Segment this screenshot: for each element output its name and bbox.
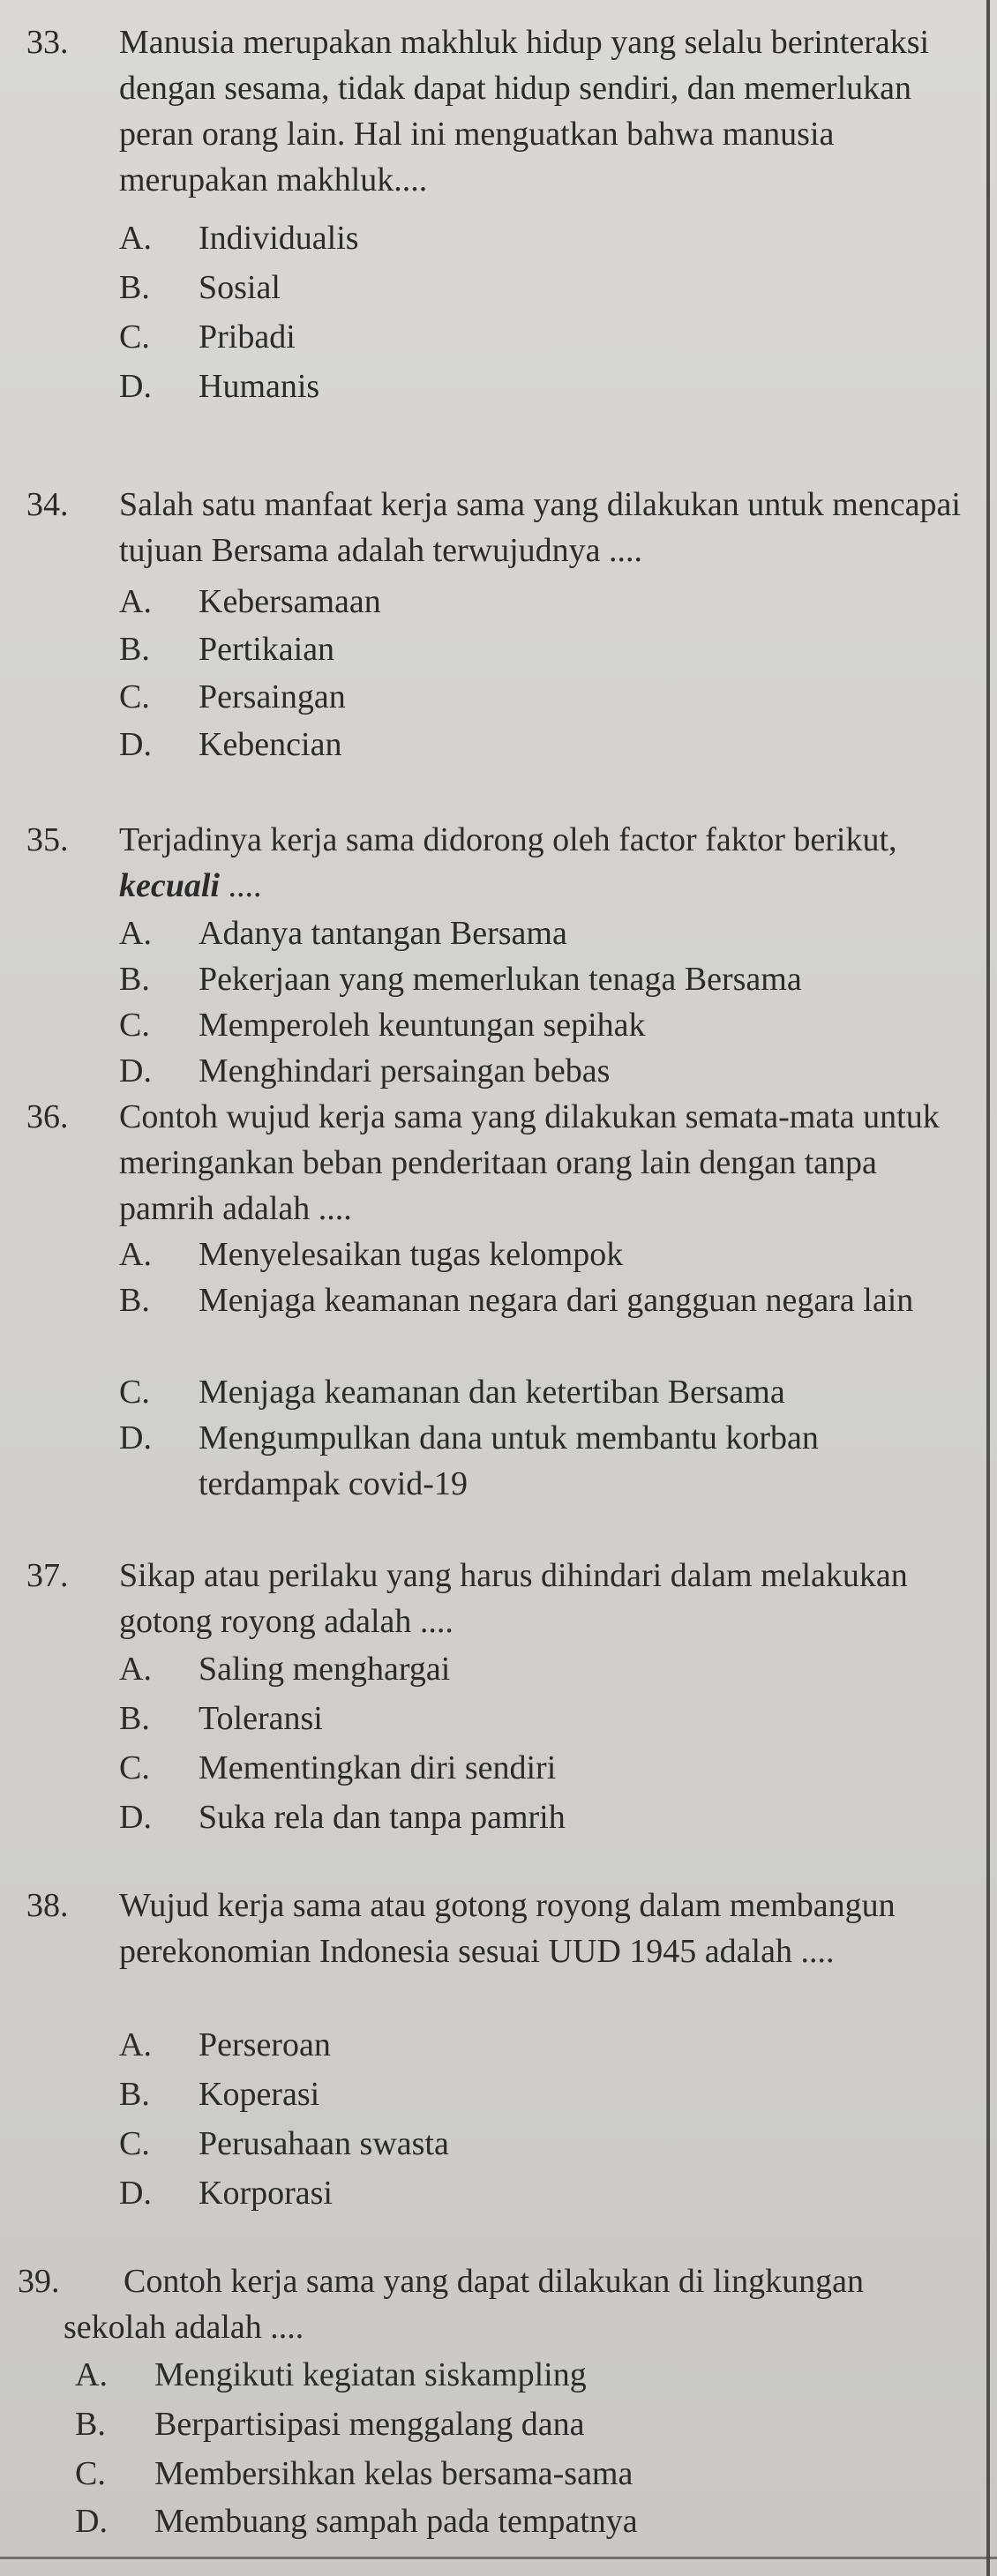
- question-number: 35.: [26, 821, 69, 858]
- option-b: [119, 2071, 979, 2117]
- option-letter: C.: [119, 1374, 150, 1411]
- question-text: Salah satu manfaat kerja sama yang dilakukan untuk mencapai tujuan Bersama adalah terwujudnya ....: [119, 486, 961, 569]
- option-c: [119, 1002, 979, 1048]
- question-number: 39.: [18, 2263, 60, 2300]
- question-text: Sikap atau perilaku yang harus dihindari dalam melakukan gotong royong adalah ....: [119, 1557, 908, 1640]
- option-text: Persaingan: [199, 678, 346, 715]
- option-letter: A.: [119, 915, 152, 952]
- question-text: Contoh wujud kerja sama yang dilakukan semata-mata untuk meringankan beban penderitaan orang lain dengan tanpa pamrih adalah ....: [119, 1098, 940, 1227]
- question-text: Contoh kerja sama yang dapat dilakukan di lingkungan sekolah adalah ....: [64, 2263, 864, 2346]
- question-33: [0, 19, 979, 408]
- option-c: [119, 314, 979, 360]
- option-a: [119, 910, 979, 956]
- question-37: [0, 1553, 979, 1844]
- option-b: [119, 1696, 979, 1741]
- option-c: [119, 674, 979, 720]
- option-text: Humanis: [199, 368, 320, 405]
- question-text: Wujud kerja sama atau gotong royong dalam membangun perekonomian Indonesia sesuai UUD 1945 adalah ....: [119, 1887, 896, 1970]
- option-c: [119, 1745, 979, 1791]
- option-b: [119, 626, 979, 672]
- option-letter: D.: [75, 2503, 108, 2540]
- option-text: Pertikaian: [199, 631, 335, 668]
- option-a: [119, 1646, 979, 1692]
- question-text-end: ....: [219, 867, 262, 904]
- option-d: [75, 2498, 935, 2544]
- option-a: [119, 579, 979, 625]
- question-36: [0, 1094, 979, 1509]
- option-d: [119, 1048, 979, 1094]
- question-39: [0, 2258, 979, 2558]
- question-number: 36.: [26, 1098, 69, 1135]
- option-text: Saling menghargai: [199, 1651, 451, 1688]
- option-b: [75, 2401, 935, 2447]
- option-letter: B.: [119, 1282, 150, 1319]
- option-letter: B.: [119, 2076, 150, 2113]
- option-letter: B.: [119, 961, 150, 998]
- right-margin-line: [986, 0, 990, 2576]
- option-text: Menjaga keamanan dan ketertiban Bersama: [199, 1374, 785, 1411]
- option-b: [119, 265, 979, 311]
- question-number: 33.: [26, 24, 69, 61]
- option-b: [119, 956, 979, 1002]
- option-d: [119, 1794, 979, 1840]
- option-text: Menyelesaikan tugas kelompok: [199, 1236, 624, 1273]
- option-letter: A.: [119, 2026, 152, 2063]
- option-letter: A.: [119, 1236, 152, 1273]
- option-letter: D.: [119, 2175, 152, 2212]
- option-letter: C.: [119, 1007, 150, 1044]
- option-a: [119, 215, 979, 261]
- option-d: [119, 1415, 979, 1507]
- option-text: Individualis: [199, 220, 359, 257]
- option-text: Pekerjaan yang memerlukan tenaga Bersama: [199, 961, 802, 998]
- question-35: [0, 817, 979, 1099]
- option-text: Kebersamaan: [199, 583, 381, 620]
- option-text: Korporasi: [199, 2175, 333, 2212]
- question-number: 37.: [26, 1557, 69, 1594]
- question-number: 38.: [26, 1887, 69, 1924]
- option-letter: A.: [119, 1651, 152, 1688]
- option-text: Mengumpulkan dana untuk membantu korban terdampak covid-19: [199, 1419, 819, 1502]
- option-letter: C.: [119, 678, 150, 715]
- option-text: Berpartisipasi menggalang dana: [154, 2406, 585, 2443]
- question-text-main: Terjadinya kerja sama didorong oleh factor faktor berikut,: [119, 821, 897, 858]
- option-text: Pribadi: [199, 318, 296, 356]
- option-text: Menjaga keamanan negara dari gangguan negara lain: [199, 1282, 914, 1319]
- option-letter: D.: [119, 1419, 152, 1456]
- option-text: Memperoleh keuntungan sepihak: [199, 1007, 646, 1044]
- option-text: Perusahaan swasta: [199, 2125, 449, 2162]
- question-text-emphasis: kecuali: [119, 867, 220, 904]
- option-text: Mementingkan diri sendiri: [199, 1749, 557, 1786]
- question-38: [0, 1883, 979, 2227]
- option-letter: B.: [119, 1700, 150, 1737]
- option-letter: B.: [75, 2406, 106, 2443]
- option-letter: C.: [75, 2455, 106, 2492]
- question-number: 34.: [26, 486, 69, 523]
- option-letter: C.: [119, 1749, 150, 1786]
- option-a: [119, 2022, 979, 2068]
- option-d: [119, 2170, 979, 2216]
- option-letter: D.: [119, 1052, 152, 1090]
- option-letter: A.: [119, 220, 152, 257]
- option-text: Sosial: [199, 269, 281, 306]
- option-text: Menghindari persaingan bebas: [199, 1052, 611, 1090]
- option-c: [75, 2451, 935, 2497]
- option-text: Suka rela dan tanpa pamrih: [199, 1799, 566, 1836]
- option-d: [119, 722, 979, 768]
- option-b: [119, 1277, 979, 1323]
- option-c: [119, 1369, 979, 1415]
- option-letter: C.: [119, 2125, 150, 2162]
- option-a: [119, 1232, 979, 1277]
- question-text: [119, 817, 979, 909]
- option-letter: D.: [119, 1799, 152, 1836]
- option-text: Koperasi: [199, 2076, 320, 2113]
- option-text: Mengikuti kegiatan siskampling: [154, 2356, 587, 2393]
- option-d: [119, 363, 979, 409]
- option-letter: C.: [119, 318, 150, 356]
- question-text: Manusia merupakan makhluk hidup yang selalu berinteraksi dengan sesama, tidak dapat hidup sendiri, dan memerlukan peran orang lain. Hal ini menguatkan bahwa manusia merupakan makhluk....: [119, 24, 930, 198]
- option-c: [119, 2121, 979, 2167]
- option-a: [75, 2352, 935, 2398]
- option-letter: D.: [119, 368, 152, 405]
- option-text: Perseroan: [199, 2026, 331, 2063]
- option-text: Toleransi: [199, 1700, 323, 1737]
- option-letter: B.: [119, 269, 150, 306]
- option-text: Adanya tantangan Bersama: [199, 915, 567, 952]
- question-34: [0, 482, 979, 773]
- option-letter: A.: [119, 583, 152, 620]
- option-letter: A.: [75, 2356, 108, 2393]
- bottom-edge-line: [0, 2557, 997, 2559]
- option-letter: D.: [119, 726, 152, 763]
- option-text: Membuang sampah pada tempatnya: [154, 2503, 638, 2540]
- option-text: Kebencian: [199, 726, 342, 763]
- option-letter: B.: [119, 631, 150, 668]
- option-text: Membersihkan kelas bersama-sama: [154, 2455, 633, 2492]
